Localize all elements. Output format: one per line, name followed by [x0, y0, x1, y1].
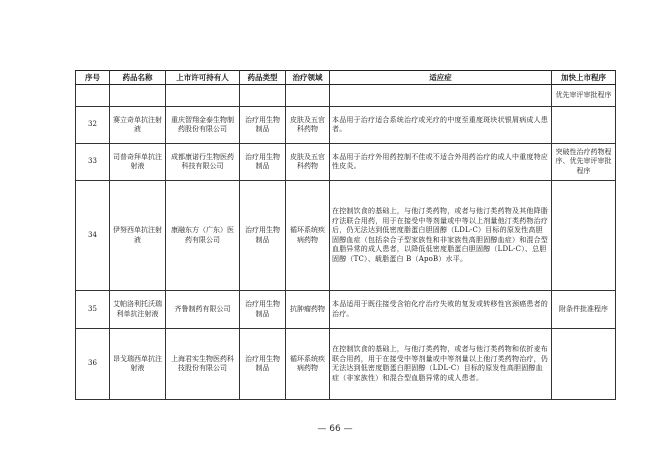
cell-empty [166, 85, 240, 107]
cell-license-holder: 上海君实生物医药科技股份有限公司 [166, 329, 240, 400]
cell-number: 34 [76, 181, 110, 291]
cell-therapeutic-area: 皮肤及五官科药物 [286, 107, 330, 144]
cell-license-holder: 康融东方（广东）医药有限公司 [166, 181, 240, 291]
cell-number: 32 [76, 107, 110, 144]
header-therapeutic-area: 治疗领域 [286, 71, 330, 85]
header-drug-type: 药品类型 [240, 71, 286, 85]
cell-empty [110, 85, 166, 107]
drug-approval-table [75, 70, 616, 400]
table-row [76, 329, 616, 400]
table-row-continuation [76, 85, 616, 107]
cell-pathway: 附条件批准程序 [552, 291, 616, 329]
cell-drug-type: 治疗用生物制品 [240, 107, 286, 144]
cell-license-holder: 重庆智翔金泰生物制药股份有限公司 [166, 107, 240, 144]
cell-indication: 本品适用于既往接受含铂化疗治疗失败的复发或转移性宫颈癌患者的治疗。 [330, 291, 552, 329]
cell-empty [240, 85, 286, 107]
header-drug-name: 药品名称 [110, 71, 166, 85]
cell-drug-name: 伊努西单抗注射液 [110, 181, 166, 291]
cell-pathway [552, 181, 616, 291]
table-row [76, 144, 616, 181]
cell-drug-type: 治疗用生物制品 [240, 144, 286, 181]
cell-number: 35 [76, 291, 110, 329]
cell-drug-name: 昂戈瑞西单抗注射液 [110, 329, 166, 400]
header-number: 序号 [76, 71, 110, 85]
cell-number: 36 [76, 329, 110, 400]
cell-therapeutic-area: 皮肤及五官科药物 [286, 144, 330, 181]
cell-number: 33 [76, 144, 110, 181]
cell-drug-type: 治疗用生物制品 [240, 329, 286, 400]
header-license-holder: 上市许可持有人 [166, 71, 240, 85]
cell-drug-type: 治疗用生物制品 [240, 181, 286, 291]
page-number: — 66 — [317, 424, 353, 434]
cell-drug-name: 司普奇拜单抗注射液 [110, 144, 166, 181]
cell-therapeutic-area: 循环系统疾病药物 [286, 181, 330, 291]
cell-empty [76, 85, 110, 107]
header-indication: 适应症 [330, 71, 552, 85]
table-row [76, 181, 616, 291]
cell-indication: 本品用于治疗适合系统治疗或光疗的中度至重度斑块状银屑病成人患者。 [330, 107, 552, 144]
cell-pathway [552, 329, 616, 400]
cell-drug-type: 治疗用生物制品 [240, 291, 286, 329]
cell-empty [286, 85, 330, 107]
table-header-row [76, 71, 616, 85]
cell-drug-name: 赛立奇单抗注射液 [110, 107, 166, 144]
cell-therapeutic-area: 循环系统疾病药物 [286, 329, 330, 400]
cell-pathway: 优先审评审批程序 [552, 85, 616, 107]
cell-drug-name: 艾帕洛利托沃瑞利单抗注射液 [110, 291, 166, 329]
header-accelerated-pathway: 加快上市程序 [552, 71, 616, 85]
cell-empty [330, 85, 552, 107]
cell-therapeutic-area: 抗肿瘤药物 [286, 291, 330, 329]
cell-license-holder: 齐鲁制药有限公司 [166, 291, 240, 329]
table-row [76, 291, 616, 329]
cell-pathway: 突破性治疗药物程序、优先审评审批程序 [552, 144, 616, 181]
cell-indication: 在控制饮食的基础上，与他汀类药物，或者与他汀类药物和依折麦布联合用药，用于在接受中等剂量或中等剂量以上他汀类药物治疗，仍无法达到低密度脂蛋白胆固醇（LDL-C）目标的原发性高胆固醇血症（非家族性）和混合型血脂异常的成人患者。 [330, 329, 552, 400]
table-row [76, 107, 616, 144]
cell-indication: 本品用于治疗外用药控制不佳或不适合外用药治疗的成人中重度特应性皮炎。 [330, 144, 552, 181]
cell-pathway [552, 107, 616, 144]
cell-indication: 在控制饮食的基础上，与他汀类药物，或者与他汀类药物及其他降脂疗法联合用药，用于在接受中等剂量或中等以上剂量他汀类药物治疗后，仍无法达到低密度脂蛋白胆固醇（LDL-C）目标的原发性高胆固醇血症（包括杂合子型家族性和非家族性高胆固醇血症）和混合型血脂异常的成人患者，以降低低密度脂蛋白胆固醇（LDL-C）、总胆固醇（TC）、载脂蛋白 B（ApoB）水平。 [330, 181, 552, 291]
cell-license-holder: 成都康诺行生物医药科技有限公司 [166, 144, 240, 181]
